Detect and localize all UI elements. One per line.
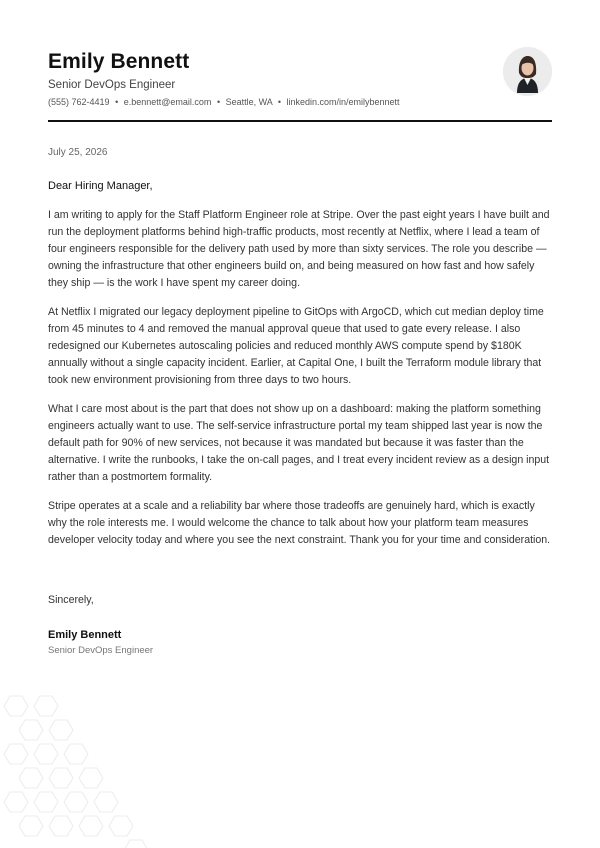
contact-linkedin[interactable]: linkedin.com/in/emilybennett <box>286 97 400 107</box>
avatar <box>503 47 552 96</box>
hexagon-pattern-decoration <box>0 690 170 848</box>
contact-phone: (555) 762-4419 <box>48 97 110 107</box>
header-divider <box>48 120 552 122</box>
letter-body <box>48 207 554 561</box>
contact-separator: • <box>277 97 281 107</box>
contact-line <box>48 97 552 107</box>
resume-header <box>48 50 552 107</box>
contact-separator: • <box>216 97 221 107</box>
letter-paragraph: I am writing to apply for the Staff Platform Engineer role at Stripe. Over the past eight years I have built and run the deployment platforms behind high-traffic products, most recently at Netflix, where I lead a team of four engineers responsible for the delivery path used by more than sixty services. The role you describe — owning the infrastructure that other engineers build on, and being measured on how fast and how safely they ship — is the work I have spent my career doing. <box>48 209 550 289</box>
letter-date: July 25, 2026 <box>48 147 108 158</box>
signature-name: Emily Bennett <box>48 629 122 641</box>
profile-photo-icon <box>503 47 552 96</box>
closing: Sincerely, <box>48 594 94 606</box>
contact-location: Seattle, WA <box>225 97 273 107</box>
signature-role: Senior DevOps Engineer <box>48 645 154 656</box>
salutation: Dear Hiring Manager, <box>48 180 153 192</box>
contact-separator: • <box>115 97 119 107</box>
letter-paragraph: What I care most about is the part that does not show up on a dashboard: making the platform something engineers actually want to use. The self-service infrastructure portal my team shipped last year is now the default path for 90% of new services, not because it was mandated but because it was faster than the alternative. I write the runbooks, I take the on-call pages, and I treat every incident review as a design input rather than a postmortem formality. <box>48 403 550 483</box>
applicant-role: Senior DevOps Engineer <box>48 79 176 91</box>
letter-paragraph: At Netflix I migrated our legacy deployment pipeline to GitOps with ArgoCD, which cut median deploy time from 45 minutes to 4 and removed the manual approval queue that used to gate every release. I also redesigned our Kubernetes autoscaling policies and reduced monthly AWS compute spend by $180K annually without a single capacity incident. Earlier, at Capital One, I built the Terraform module library that took new environment provisioning from three days to two hours. <box>48 306 544 386</box>
contact-email[interactable]: e.bennett@email.com <box>123 97 212 107</box>
letter-paragraph: Stripe operates at a scale and a reliability bar where those tradeoffs are genuinely hard, which is exactly why the role interests me. I would welcome the chance to talk about how your platform team measures developer velocity today and where you see the next constraint. Thank you for your time and consideration. <box>48 500 551 546</box>
applicant-name: Emily Bennett <box>48 50 190 73</box>
